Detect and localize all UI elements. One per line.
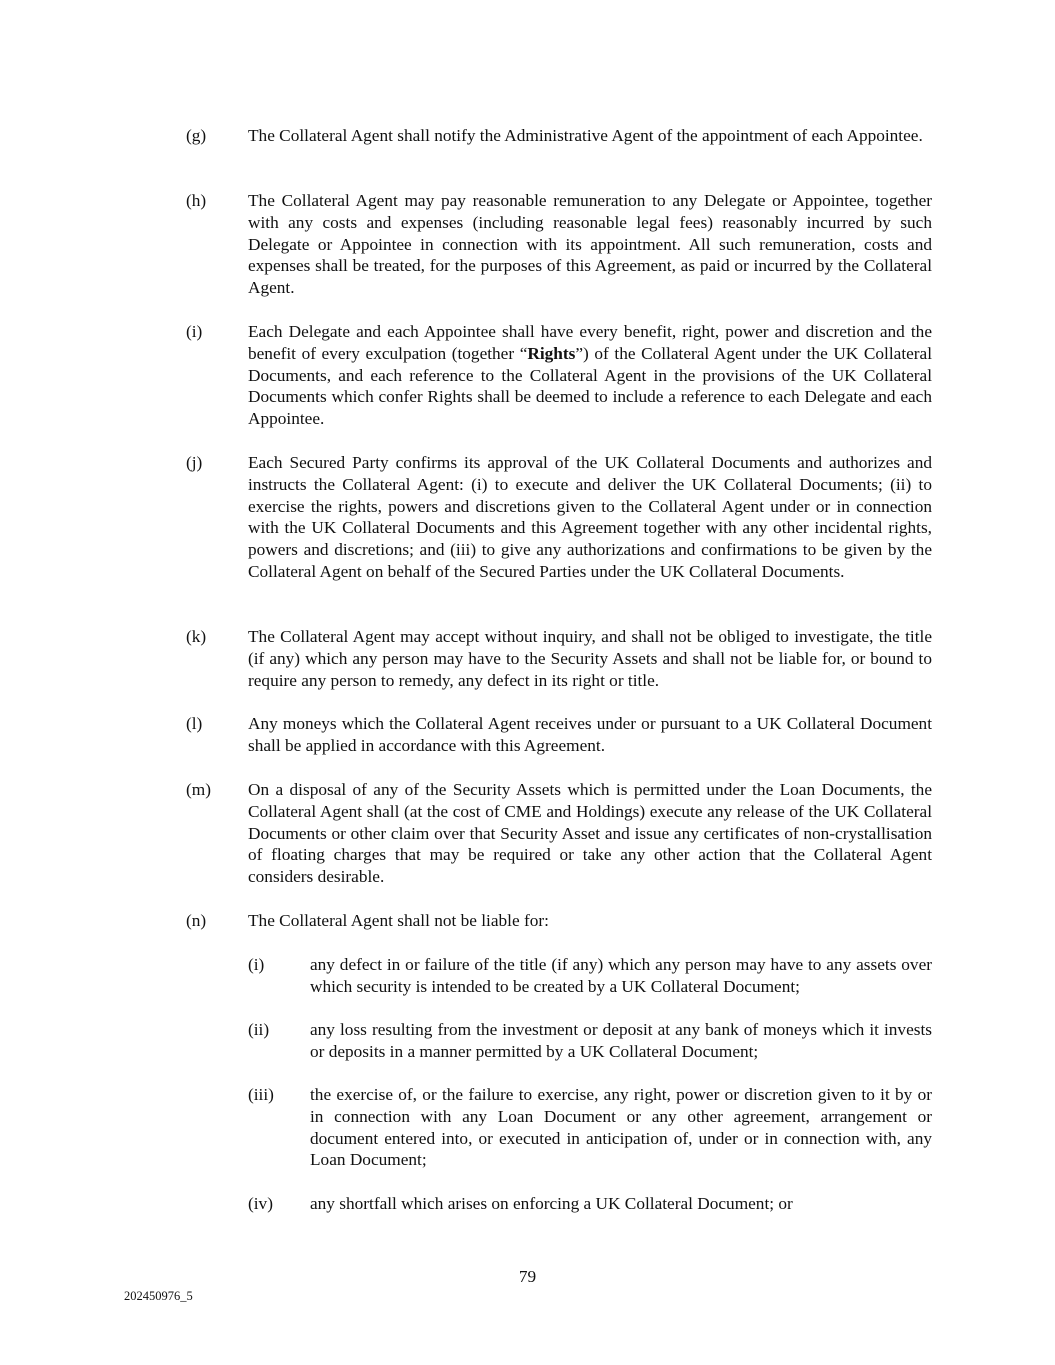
subitem-text: any shortfall which arises on enforcing a UK Collateral Document; or — [310, 1194, 793, 1213]
paragraph-label: (k) — [186, 627, 207, 646]
paragraph-text: The Collateral Agent shall not be liable for: — [248, 911, 549, 930]
paragraph-text: The Collateral Agent may accept without inquiry, and shall not be obliged to investigate, the title (if any) which any person may have to the Security Assets and shall not be liable for, or bound to require any person to remedy, any defect in its right or title. — [248, 627, 932, 690]
subitem-label: (i) — [248, 955, 265, 974]
defined-term-rights: Rights — [527, 343, 576, 363]
paragraph-n — [186, 910, 932, 932]
paragraph-label: (n) — [186, 911, 207, 930]
subitem-text: any defect in or failure of the title (if any) which any person may have to any assets over which security is intended to be created by a UK Collateral Document; — [310, 955, 932, 996]
paragraph-label: (j) — [186, 453, 203, 472]
subitem-label: (iv) — [248, 1194, 273, 1213]
paragraph-k — [186, 626, 932, 691]
subitem-label: (iii) — [248, 1085, 274, 1104]
paragraph-label: (g) — [186, 126, 207, 145]
paragraph-h — [186, 190, 932, 299]
paragraph-l — [186, 713, 932, 757]
subitem-text: any loss resulting from the investment or deposit at any bank of moneys which it invests or deposits in a manner permitted by a UK Collateral Document; — [310, 1020, 932, 1061]
paragraph-text: Each Secured Party confirms its approval of the UK Collateral Documents and authorizes and instructs the Collateral Agent: (i) to execute and deliver the UK Collateral Documents; (ii) to exercise the rights, powers and discretions given to the Collateral Agent under or in connection with the UK Collateral Documents and this Agreement together with any other incidental rights, powers and discretions; and (iii) to give any authorizations and confirmations to be given by the Collateral Agent on behalf of the Secured Parties under the UK Collateral Documents. — [248, 453, 932, 581]
page-number: 79 — [518, 1267, 537, 1286]
paragraph-text — [248, 321, 932, 430]
paragraph-g — [186, 125, 932, 147]
paragraph-text: On a disposal of any of the Security Assets which is permitted under the Loan Documents, the Collateral Agent shall (at the cost of CME and Holdings) execute any release of the UK Collateral Documents or other claim over that Security Asset and issue any certificates of non-crystallisation of floating charges that may be required or take any other action that the Collateral Agent considers desirable. — [248, 780, 932, 887]
subitem-iv — [248, 1193, 932, 1215]
paragraph-j — [186, 452, 932, 583]
paragraph-text: Any moneys which the Collateral Agent receives under or pursuant to a UK Collateral Document shall be applied in accordance with this Agreement. — [248, 714, 932, 755]
paragraph-text: The Collateral Agent may pay reasonable remuneration to any Delegate or Appointee, together with any costs and expenses (including reasonable legal fees) reasonably incurred by such Delegate or Appointee in connection with its appointment. All such remuneration, costs and expenses shall be treated, for the purposes of this Agreement, as paid or incurred by the Collateral Agent. — [248, 191, 932, 298]
subitem-i — [248, 954, 932, 998]
paragraph-label: (i) — [186, 322, 203, 341]
subitem-ii — [248, 1019, 932, 1063]
paragraph-text-after: ”) of the Collateral Agent under the UK Collateral Documents, and each reference to the Collateral Agent in the provisions of the UK Collateral Documents which confer Rights shall be deemed to include a reference to each Delegate and each Appointee. — [248, 343, 933, 429]
paragraph-text: The Collateral Agent shall notify the Administrative Agent of the appointment of each Appointee. — [248, 126, 923, 145]
paragraph-label: (m) — [186, 780, 211, 799]
paragraph-m — [186, 779, 932, 888]
paragraph-label: (h) — [186, 191, 207, 210]
subitem-label: (ii) — [248, 1020, 270, 1039]
paragraph-text-before: Each Delegate and each Appointee shall have every benefit, right, power and discretion and the benefit of every exculpation (together “ — [248, 322, 932, 363]
document-id: 202450976_5 — [124, 1289, 193, 1303]
paragraph-i — [186, 321, 932, 430]
subitem-iii — [248, 1084, 932, 1171]
paragraph-label: (l) — [186, 714, 203, 733]
subitem-text: the exercise of, or the failure to exercise, any right, power or discretion given to it by or in connection with any Loan Document or any other agreement, arrangement or document entered into, or executed in anticipation of, under or in connection with, any Loan Document; — [310, 1085, 932, 1170]
